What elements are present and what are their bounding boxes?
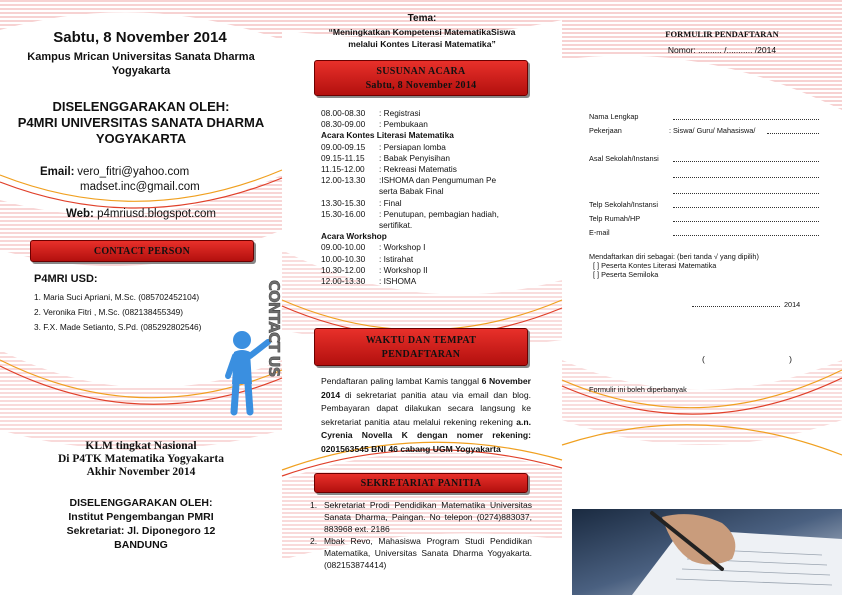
contact-group: P4MRI USD: xyxy=(34,273,98,285)
contact-person-ribbon xyxy=(30,240,254,262)
schedule-row: 08.00-08.30 : Registrasi xyxy=(321,108,421,118)
schedule-row: 09.00-10.00 : Workshop I xyxy=(321,242,426,253)
email-1[interactable]: vero_fitri@yahoo.com xyxy=(77,166,190,178)
contact-person-heading: CONTACT PERSON xyxy=(93,246,191,257)
registration-title-1: WAKTU DAN TEMPAT xyxy=(365,335,477,346)
panel-left xyxy=(0,0,282,595)
form-title: FORMULIR PENDAFTARAN xyxy=(665,29,779,39)
schedule-row: 12.00-13.30 : ISHOMA xyxy=(321,276,417,287)
schedule-row: 08.30-09.00 : Pembukaan xyxy=(321,119,428,130)
klm-line-1: KLM tingkat Nasional xyxy=(85,440,197,452)
copy-note: Formulir ini boleh diperbanyak xyxy=(589,385,687,394)
panel-right: FORMULIR PENDAFTARAN Nomor: .......... /........... /2014 Nama Lengkap Pekerjaan : Siswa/ Guru/ Mahasiswa/ Asal Sekolah/Instansi Telp Sekolah/Instansi Telp Rumah/HP E-mail Mendaftarkan diri sebagai: (beri tanda √ yang dipilih) [ ] Peserta Kontes Literasi Matematika [ ] Peserta Semiloka 2014 ( ) Formulir ini boleh diperbanyak xyxy=(562,0,842,595)
theme-quote xyxy=(282,26,562,50)
register-label: Mendaftarkan diri sebagai: (beri tanda √ yang dipilih) xyxy=(589,252,759,261)
venue-line-1: Kampus Mrican Universitas Sanata Dharma xyxy=(27,51,255,63)
schedule-date: Sabtu, 8 November 2014 xyxy=(365,80,477,91)
klm-line-2: Di P4TK Matematika Yogyakarta xyxy=(58,453,224,465)
klm-block xyxy=(20,440,262,479)
organizer2-block xyxy=(20,496,262,552)
workshop-heading: Acara Workshop xyxy=(321,231,387,242)
email-block xyxy=(40,165,260,195)
web-label: Web: xyxy=(65,208,94,220)
schedule-row: 13.30-15.30 : Final xyxy=(321,197,402,208)
organizer2-line-1: Institut Pengembangan PMRI xyxy=(68,511,214,523)
organizer-line-1: P4MRI UNIVERSITAS SANATA DHARMA xyxy=(17,115,265,130)
theme-line-2: melalui Kontes Literasi Matematika” xyxy=(348,39,496,49)
organizer2-heading: DISELENGGARAKAN OLEH: xyxy=(69,497,213,509)
contact-item: 3. F.X. Made Setianto, S.Pd. (085292802546) xyxy=(34,322,202,332)
date-field[interactable] xyxy=(692,306,780,307)
event-date: Sabtu, 8 November 2014 xyxy=(53,29,227,46)
organizer2-line-2: Sekretariat: Jl. Diponegoro 12 xyxy=(66,525,216,537)
figure-text: CONTACT US xyxy=(265,280,283,377)
schedule-row: 10.30-12.00 : Workshop II xyxy=(321,264,428,275)
schedule-title: SUSUNAN ACARA xyxy=(376,66,466,77)
secretariat-title: SEKRETARIAT PANITIA xyxy=(360,478,482,489)
schedule-row: serta Babak Final xyxy=(379,186,444,197)
venue-line-2: Yogyakarta xyxy=(111,65,171,77)
web-link[interactable]: p4mriusd.blogspot.com xyxy=(97,208,216,220)
schedule-row: sertifikat. xyxy=(379,220,413,231)
schedule-row: 09.00-09.15 : Persiapan lomba xyxy=(321,141,446,152)
contact-item: 1. Maria Suci Apriani, M.Sc. (085702452104) xyxy=(34,292,200,302)
kontes-heading: Acara Kontes Literasi Matematika xyxy=(321,130,454,141)
option-kontes-checkbox[interactable]: [ ] Peserta Kontes Literasi Matematika xyxy=(593,261,717,270)
theme-line-1: “Meningkatkan Kompetensi MatematikaSiswa xyxy=(328,27,516,37)
email-2[interactable]: madset.inc@gmail.com xyxy=(80,181,200,193)
schedule-row: 10.00-10.30 : Istirahat xyxy=(321,253,414,264)
secretariat-ribbon xyxy=(314,473,528,493)
registration-title-2: PENDAFTARAN xyxy=(381,349,461,360)
registration-text: Pendaftaran paling lambat Kamis tanggal 6 November 2014 di sekretariat panitia atau via email dan blog. Pembayaran dapat dilakukan secara langsung ke sekretariat panitia atau melalui rekening rekening a.n. Cyrenia Novella K dengan nomer rekening: 0201563545 BNI 46 cabang UGM Yogyakarta xyxy=(321,376,531,454)
schedule-row: 12.00-13.30 :ISHOMA dan Pengumuman Pe xyxy=(321,175,497,186)
event-venue xyxy=(10,50,272,78)
secretariat-item: 2. Mbak Revo, Mahasiswa Program Studi Pendidikan Matematika, Universitas Sanata Dharma Yogyakarta. (082153874414) xyxy=(310,536,532,570)
organizer-block xyxy=(10,99,272,147)
registration-ribbon xyxy=(314,328,528,366)
signature-name[interactable]: ( ) xyxy=(702,354,792,364)
signature-date: 2014 xyxy=(692,300,800,309)
organizer2-line-3: BANDUNG xyxy=(114,539,168,551)
schedule-row: 11.15-12.00 : Rekreasi Matematis xyxy=(321,164,457,175)
form-number: Nomor: .......... /........... /2014 xyxy=(667,45,777,55)
option-semiloka-checkbox[interactable]: [ ] Peserta Semiloka xyxy=(593,270,659,279)
organizer-line-2: YOGYAKARTA xyxy=(95,131,187,146)
secretariat-item: 1. Sekretariat Prodi Pendidikan Matematika Universitas Sanata Dharma, Paingan. No telepon (0274)883037, 883968 ext. 2186 xyxy=(310,500,532,534)
schedule-row: 09.15-11.15 : Babak Penyisihan xyxy=(321,152,451,163)
contact-item: 2. Veronika Fitri , M.Sc. (082138455349) xyxy=(34,307,183,317)
klm-line-3: Akhir November 2014 xyxy=(86,466,196,478)
schedule-row: 15.30-16.00 : Penutupan, pembagian hadiah, xyxy=(321,208,499,219)
registration-options xyxy=(589,252,759,279)
organizer-heading: DISELENGGARAKAN OLEH: xyxy=(52,99,230,114)
panel-middle xyxy=(282,0,562,595)
contact-list xyxy=(34,290,201,335)
email-label: Email: xyxy=(40,166,75,178)
web-block xyxy=(10,208,272,220)
schedule-ribbon xyxy=(314,60,528,96)
theme-label: Tema: xyxy=(407,13,437,24)
schedule-list xyxy=(321,108,499,287)
secretariat-list xyxy=(310,500,532,573)
signing-photo xyxy=(572,509,842,595)
